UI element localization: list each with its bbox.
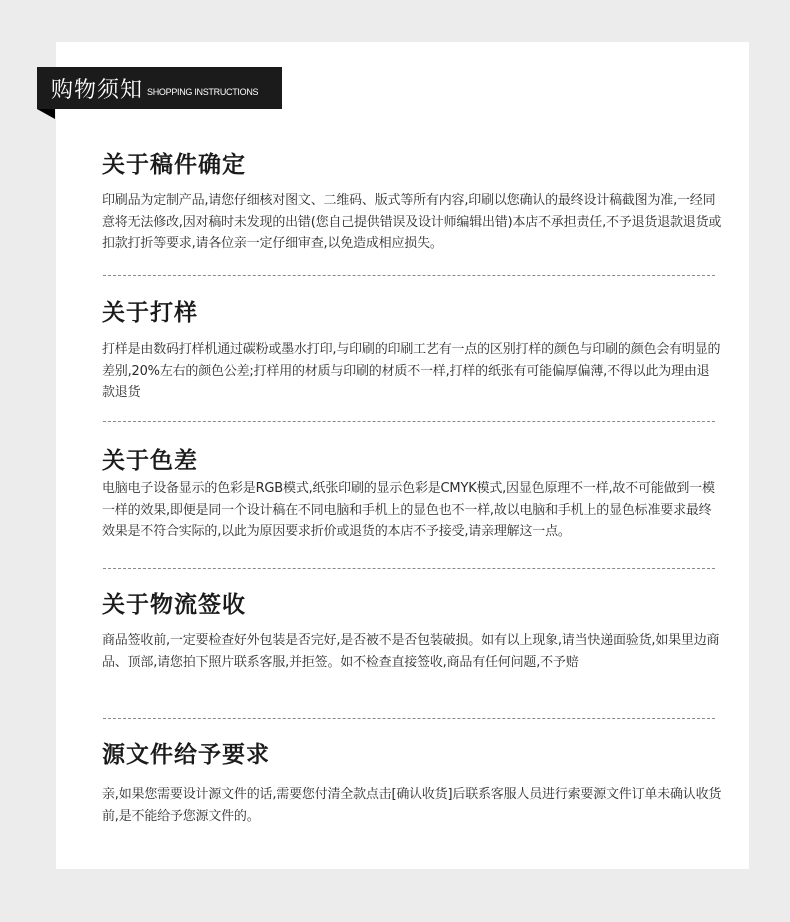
header-banner bbox=[37, 67, 282, 109]
section-proofing bbox=[102, 298, 722, 404]
divider bbox=[103, 568, 715, 569]
section-source-files bbox=[102, 740, 722, 827]
section-body: 印刷品为定制产品,请您仔细核对图文、二维码、版式等所有内容,印刷以您确认的最终设计稿截图为准,一经同意将无法修改,因对稿时未发现的出错(您自己提供错误及设计师编辑出错)本店不承担责任,不予退货退款退货或扣款打折等要求,请各位亲一定仔细审查,以免造成相应损失。 bbox=[102, 193, 722, 251]
section-title: 关于色差 bbox=[102, 448, 198, 474]
section-body: 商品签收前,一定要检查好外包装是否完好,是否被不是否包装破损。如有以上现象,请当快递面验货,如果里边商品、顶部,请您拍下照片联系客服,并拒签。如不检查直接签收,商品有任何问题,不予赔 bbox=[102, 633, 720, 670]
section-title: 关于打样 bbox=[102, 300, 198, 326]
divider bbox=[103, 718, 715, 719]
section-body: 打样是由数码打样机通过碳粉或墨水打印,与印刷的印刷工艺有一点的区别打样的颜色与印刷的颜色会有明显的差别,20%左右的颜色公差;打样用的材质与印刷的材质不一样,打样的纸张有可能偏厚偏薄,不得以此为理由退款退货 bbox=[102, 342, 721, 400]
section-body: 电脑电子设备显示的色彩是RGB模式,纸张印刷的显示色彩是CMYK模式,因显色原理不一样,故不可能做到一模一样的效果,即便是同一个设计稿在不同电脑和手机上的显色也不一样,故以电脑和手机上的显色标准要求最终效果是不符合实际的,以此为原因要求折价或退货的本店不予接受,请亲理解这一点。 bbox=[102, 481, 715, 539]
divider bbox=[103, 421, 715, 422]
divider bbox=[103, 275, 715, 276]
section-title: 关于稿件确定 bbox=[102, 152, 246, 178]
section-color-difference bbox=[102, 446, 722, 543]
section-artwork-confirmation bbox=[102, 150, 722, 255]
header-title: 购物须知 bbox=[51, 77, 144, 103]
section-title: 关于物流签收 bbox=[102, 592, 246, 618]
header-subtitle: SHOPPING INSTRUCTIONS bbox=[147, 87, 259, 97]
section-body: 亲,如果您需要设计源文件的话,需要您付清全款点击[确认收货]后联系客服人员进行索要源文件订单未确认收货前,是不能给予您源文件的。 bbox=[102, 787, 722, 824]
section-title: 源文件给予要求 bbox=[102, 742, 270, 768]
section-delivery-receipt bbox=[102, 590, 722, 673]
banner-fold bbox=[37, 109, 55, 119]
